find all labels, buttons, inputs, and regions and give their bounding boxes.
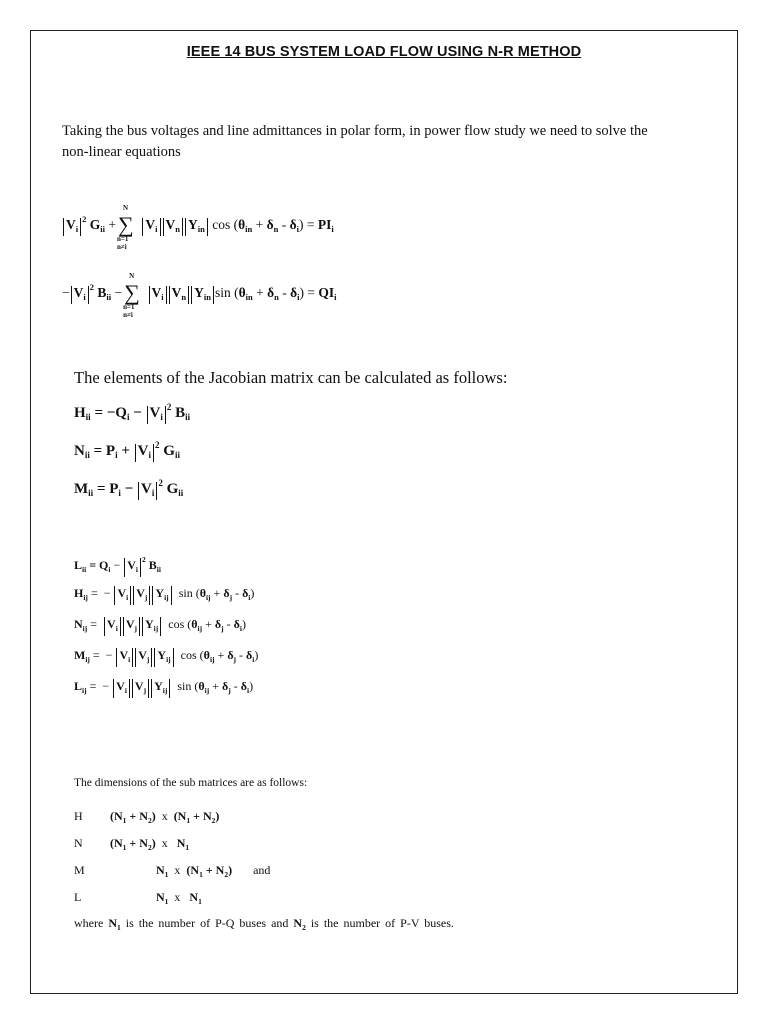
summation-symbol: ∑ N n=1 n≠i [117, 203, 134, 251]
dimension-row-h: H $(N_1 + N_2)$ x $(N_1 + N_2)$ [74, 809, 220, 825]
jacobian-lii: $L_{ii} = Q_i - V_i^2$ $B_{ii}$ [74, 555, 161, 577]
real-power-equation: $V_i^2$ $G_{ii}$ + ∑ N n=1 n≠i $V_i$ $V_n$ $Y_{in}$ $\cos (\theta_{in} + \delta_n - \delta_i) = PI_i$ [62, 214, 334, 236]
dimensions-intro: The dimensions of the sub matrices are as follows: [74, 777, 308, 789]
jacobian-nii: $N_{ii} = P_i + V_i^2$ $G_{ii}$ [74, 440, 180, 460]
dimension-row-m: M $N_1$ x $(N_1 + N_2)$ and [74, 863, 271, 879]
where-statement: where $N_1$ is the number of P-Q buses and $N_2$ is the number of P-V buses. [74, 916, 454, 932]
dimension-row-n: N $(N_1 + N_2)$ x $N_1$ [74, 836, 190, 852]
jacobian-mij: $M_{ij}$ = − $V_i$ $V_j$ $Y_{ij}$ $\cos (\theta_{ij} + \delta_j - \delta_i)$ [74, 648, 258, 667]
jacobian-nij: $N_{ij} = V_i$ $V_j$ $Y_{ij}$ $\cos (\theta_{ij} + \delta_j - \delta_i)$ [74, 617, 246, 636]
jacobian-intro: The elements of the Jacobian matrix can be calculated as follows: [74, 368, 508, 387]
summation-symbol: ∑ N n=1 n≠i [123, 271, 140, 319]
jacobian-hii: $H_{ii} = -Q_i - V_i^2$ $B_{ii}$ [74, 402, 191, 422]
reactive-power-equation: − $V_i^2$ $B_{ii}$ − ∑ N n=1 n≠i $V_i$ $V_n$ $Y_{in}$ $\sin (\theta_{in} + \delta_n - \delta_i) = QI_i$ [62, 271, 337, 319]
jacobian-lij: $L_{ij}$ = − $V_i$ $V_j$ $Y_{ij}$ $\sin (\theta_{ij} + \delta_j - \delta_i)$ [74, 679, 253, 698]
jacobian-mii: $M_{ii} = P_i - V_i^2$ $G_{ii}$ [74, 478, 184, 498]
intro-paragraph: Taking the bus voltages and line admittances in polar form, in power flow study we need to solve the non-linear equations [62, 123, 648, 160]
dimension-row-l: L $N_1$ x $N_1$ [74, 890, 202, 906]
document-title: IEEE 14 BUS SYSTEM LOAD FLOW USING N-R METHOD [186, 44, 582, 60]
jacobian-hij: $H_{ij}$ = − $V_i$ $V_j$ $Y_{ij}$ $\sin (\theta_{ij} + \delta_j - \delta_i)$ [74, 586, 254, 605]
